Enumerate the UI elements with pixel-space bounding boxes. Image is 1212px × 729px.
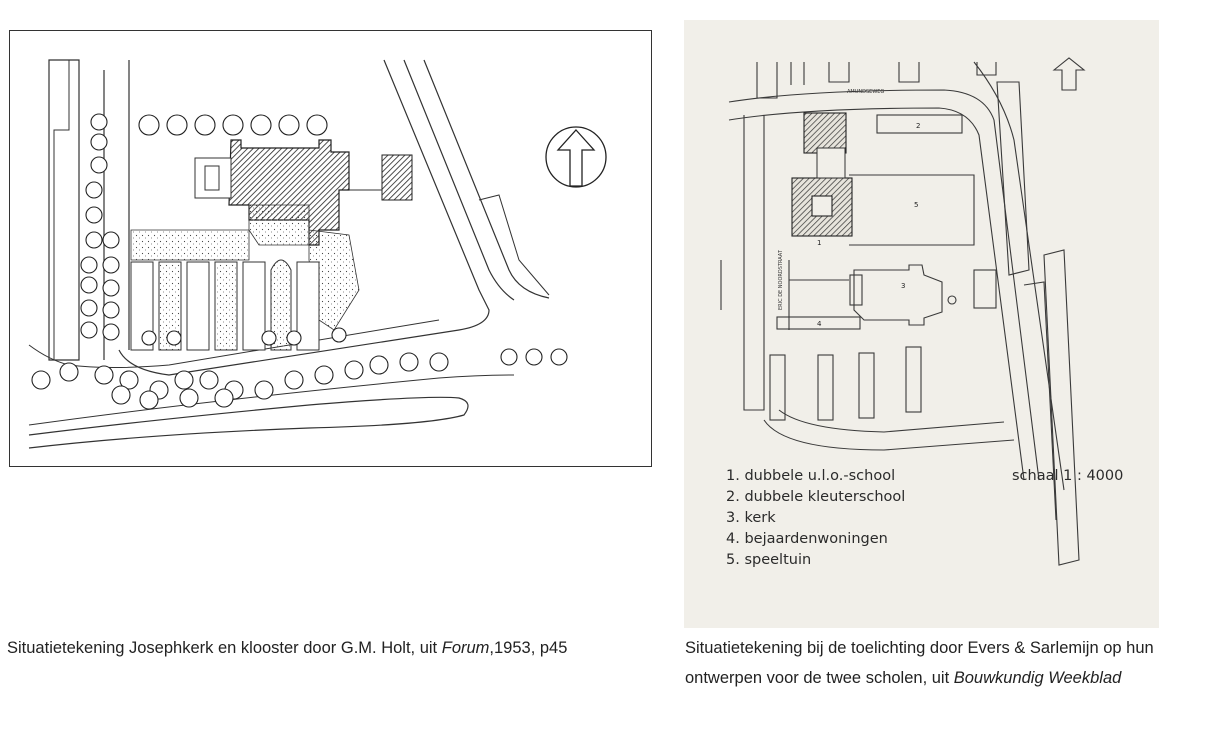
legend-item-4: 4. bejaardenwoningen [726, 531, 888, 547]
caption-left-source: Forum [441, 639, 490, 657]
legend-item-3: 3. kerk [726, 510, 776, 526]
caption-left [7, 633, 667, 663]
site-plan-schools [684, 20, 1159, 628]
legend-item-2: 2. dubbele kleuterschool [726, 489, 906, 505]
caption-left-text: Situatietekening Josephkerk en klooster door G.M. Holt, uit [7, 639, 442, 657]
north-arrow-icon [546, 127, 606, 187]
plan-number-2: 2 [916, 122, 921, 130]
plan-number-1: 1 [817, 239, 822, 247]
plan-number-3: 3 [901, 282, 906, 290]
scale-label: schaal 1 : 4000 [1012, 468, 1124, 484]
legend-item-5: 5. speeltuin [726, 552, 812, 568]
caption-right [685, 633, 1205, 693]
caption-right-source: Bouwkundig Weekblad [953, 669, 1122, 687]
plan-number-4: 4 [817, 320, 822, 328]
street-label-top: AMUNDSEWEG [847, 89, 885, 95]
plan-number-5: 5 [914, 201, 919, 209]
caption-right-text: Situatietekening bij de toelichting door Evers & Sarlemijn op hun ontwerpen voor de twee scholen, uit [685, 639, 1154, 687]
legend-item-1: 1. dubbele u.l.o.-school [726, 468, 896, 484]
street-label-side: ERIC DE NOORDSTRAAT [778, 250, 784, 310]
caption-left-tail: ,1953, p45 [489, 639, 568, 657]
site-plan-josephkerk [9, 30, 652, 467]
